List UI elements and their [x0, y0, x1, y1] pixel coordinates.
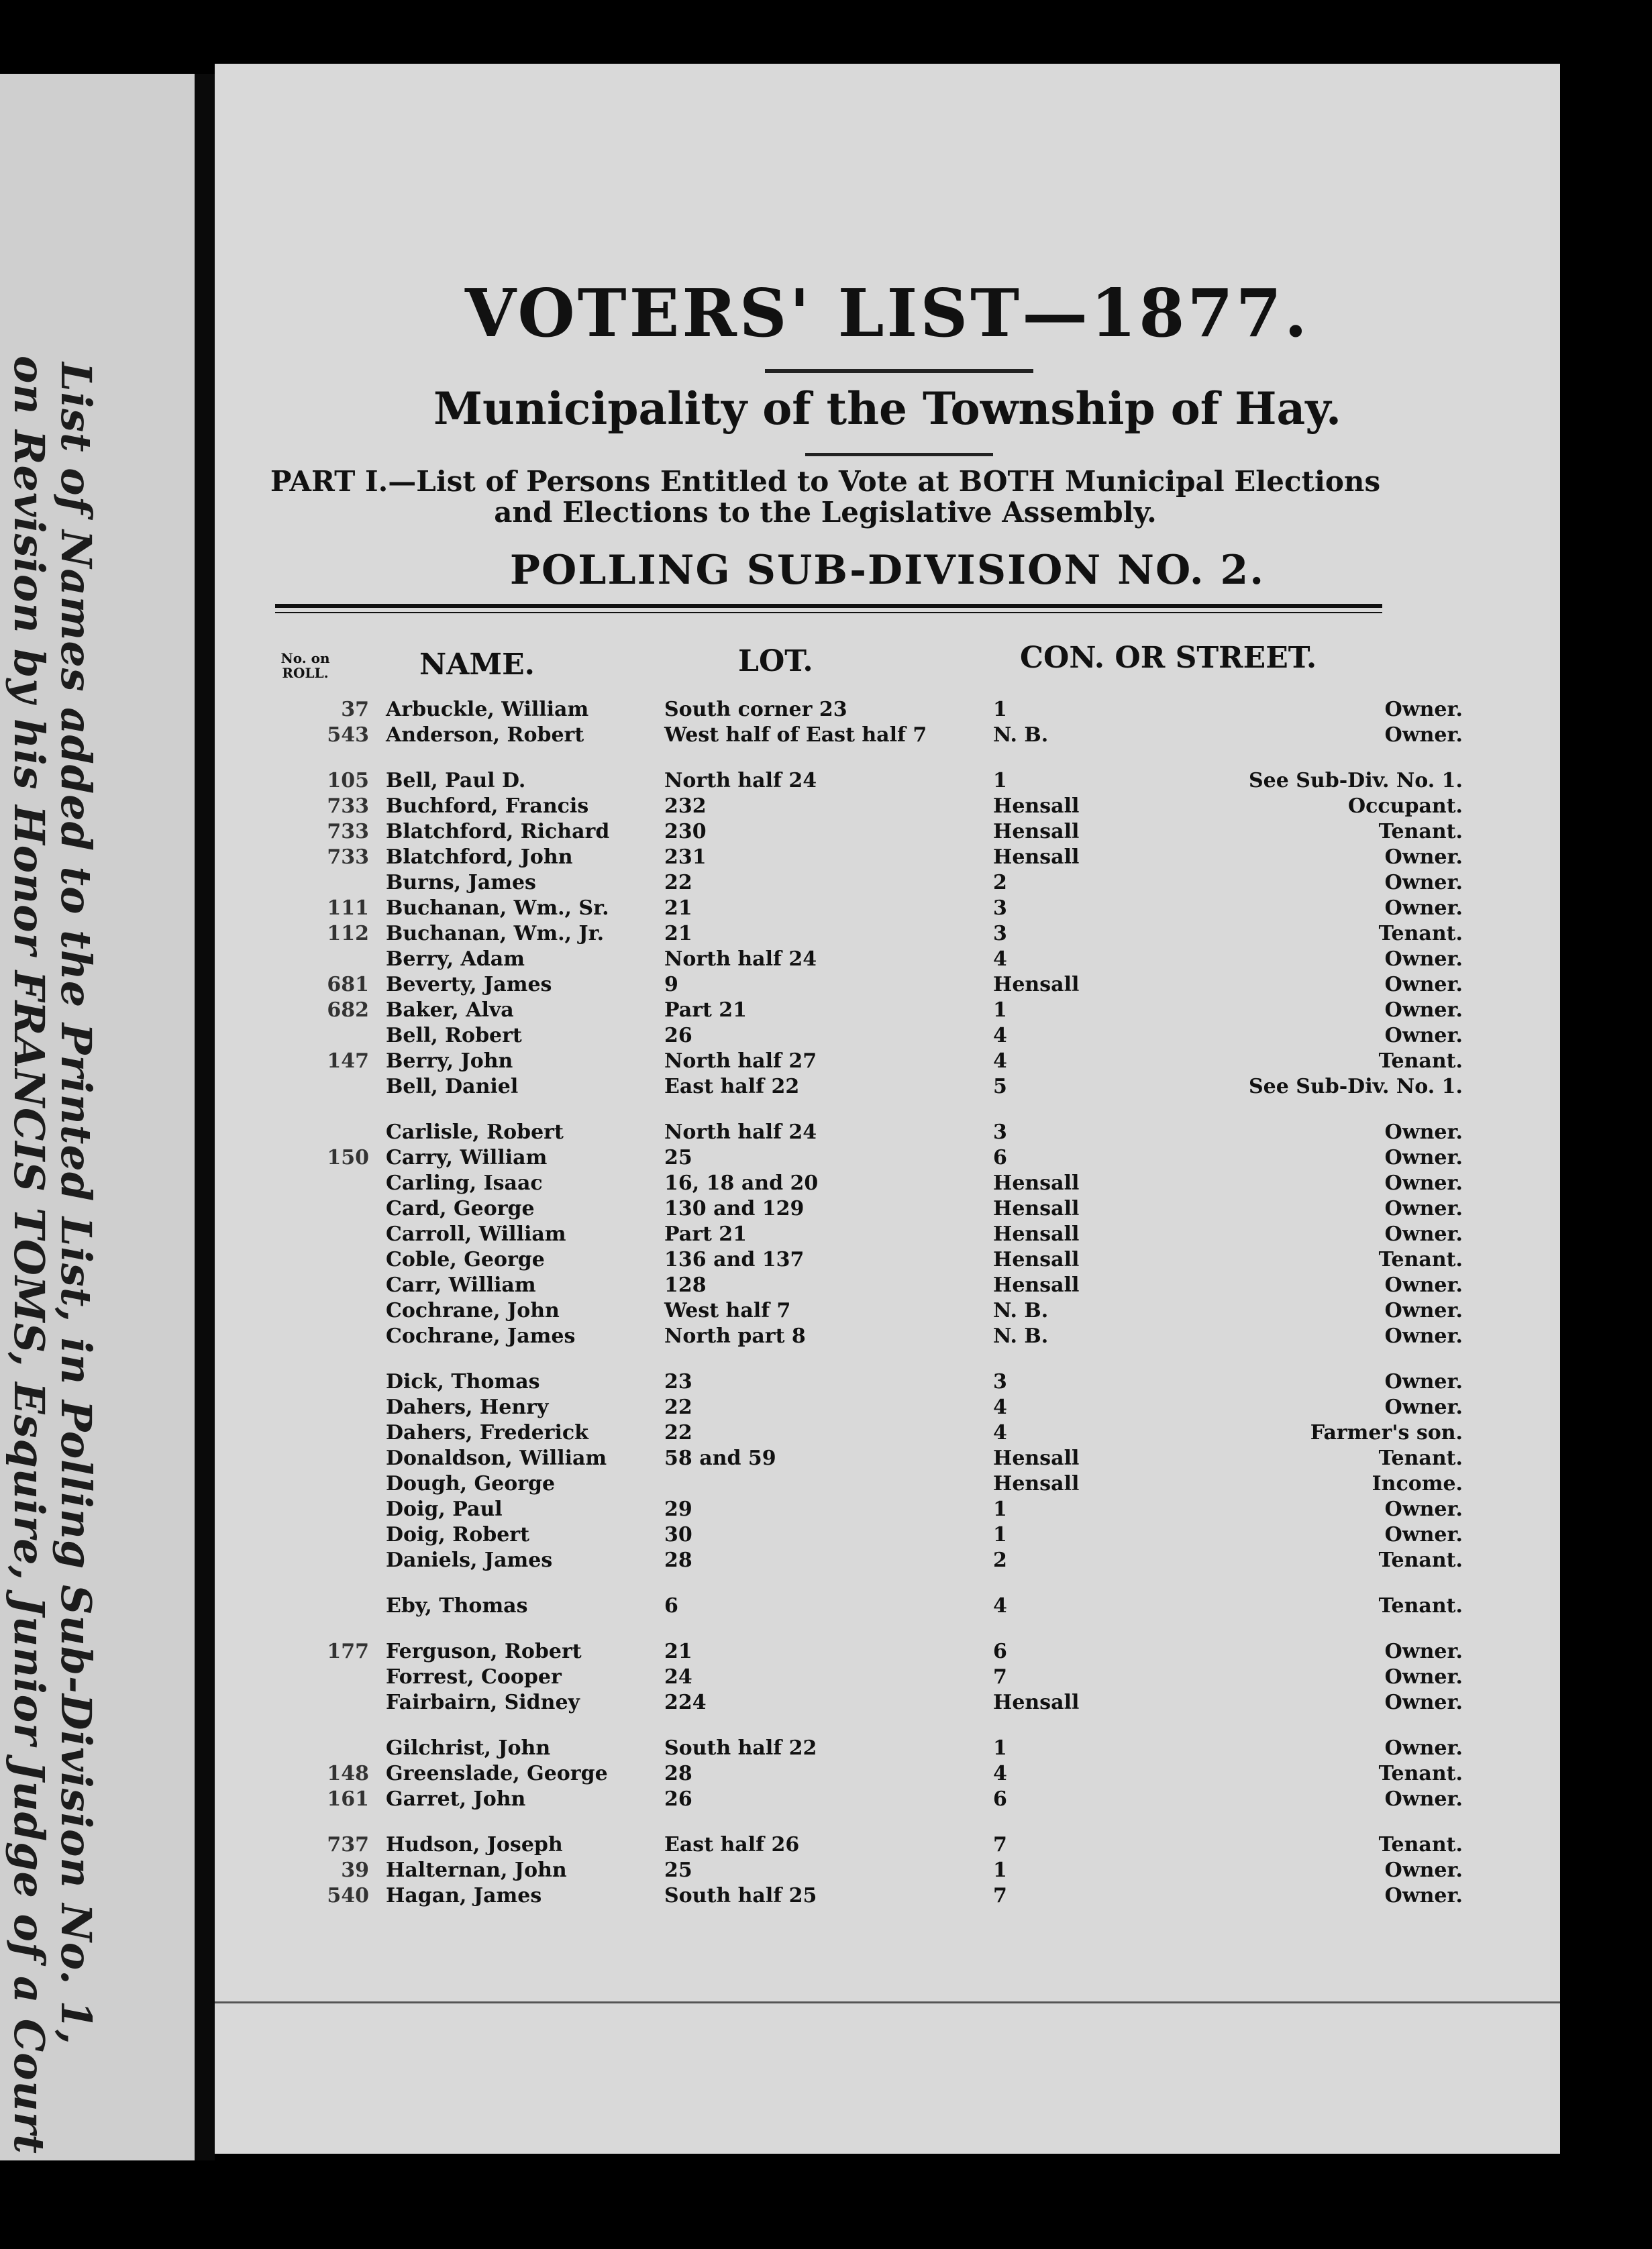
roll-number: 147 — [327, 1049, 369, 1073]
concession-value: Hensall — [993, 1273, 1080, 1297]
lot-value: 30 — [664, 1523, 692, 1547]
status-value: Tenant. — [1378, 1594, 1463, 1618]
status-value: Tenant. — [1378, 1549, 1463, 1572]
table-row — [268, 723, 1476, 749]
lot-value: Part 21 — [664, 1222, 747, 1246]
table-row — [268, 1248, 1476, 1273]
voter-name: Buchanan, Wm., Sr. — [386, 896, 609, 920]
voter-name: Doig, Paul — [386, 1498, 503, 1521]
status-value: Owner. — [1384, 871, 1463, 894]
roll-number: 150 — [327, 1146, 369, 1169]
lot-value: 23 — [664, 1370, 692, 1394]
status-value: Owner. — [1384, 1640, 1463, 1663]
voter-name: Blatchford, John — [386, 845, 573, 869]
status-value: Tenant. — [1378, 820, 1463, 843]
column-header-no: No. on ROLL. — [280, 650, 330, 681]
concession-value: 6 — [993, 1640, 1007, 1663]
table-row — [268, 1833, 1476, 1859]
lot-value: 22 — [664, 871, 692, 894]
status-value: Tenant. — [1378, 922, 1463, 945]
status-value: Owner. — [1384, 1024, 1463, 1047]
table-row — [268, 820, 1476, 845]
lot-value: 231 — [664, 845, 707, 869]
bottom-rule — [215, 2001, 1560, 2003]
concession-value: Hensall — [993, 1171, 1080, 1195]
voter-name: Eby, Thomas — [386, 1594, 528, 1618]
roll-number: 39 — [341, 1859, 369, 1882]
roll-number: 112 — [327, 922, 369, 945]
table-row — [268, 1884, 1476, 1910]
table-row — [268, 1640, 1476, 1665]
status-value: Owner. — [1384, 1665, 1463, 1689]
roll-number: 737 — [327, 1833, 369, 1856]
status-value: Owner. — [1384, 1273, 1463, 1297]
voter-name: Donaldson, William — [386, 1447, 607, 1470]
concession-value: 4 — [993, 1049, 1007, 1073]
lot-value: 58 and 59 — [664, 1447, 776, 1470]
voter-name: Halternan, John — [386, 1859, 567, 1882]
column-header-con: CON. OR STREET. — [1020, 641, 1317, 675]
voter-name: Anderson, Robert — [386, 723, 584, 747]
concession-value: 3 — [993, 1120, 1007, 1144]
status-value: Owner. — [1384, 1120, 1463, 1144]
status-value: Owner. — [1384, 1498, 1463, 1521]
concession-value: Hensall — [993, 1248, 1080, 1271]
lot-value: 224 — [664, 1691, 707, 1714]
lot-value: 6 — [664, 1594, 678, 1618]
voter-name: Blatchford, Richard — [386, 820, 610, 843]
table-row — [268, 1859, 1476, 1884]
concession-value: 2 — [993, 1549, 1007, 1572]
roll-number: 733 — [327, 845, 369, 869]
status-value: Owner. — [1384, 723, 1463, 747]
roll-number: 105 — [327, 769, 369, 792]
voter-name: Bell, Daniel — [386, 1075, 519, 1098]
concession-value: 4 — [993, 947, 1007, 971]
table-row — [268, 1447, 1476, 1472]
lot-value: 22 — [664, 1396, 692, 1419]
table-row — [268, 698, 1476, 723]
table-row — [268, 1299, 1476, 1324]
roll-number: 148 — [327, 1762, 369, 1785]
voter-name: Bell, Robert — [386, 1024, 522, 1047]
table-row — [268, 845, 1476, 871]
lot-value: 21 — [664, 922, 692, 945]
concession-value: 1 — [993, 769, 1007, 792]
status-value: Tenant. — [1378, 1447, 1463, 1470]
left-page-fragment — [0, 74, 195, 2160]
lot-value: 28 — [664, 1762, 692, 1785]
table-row — [268, 922, 1476, 947]
concession-value: 3 — [993, 922, 1007, 945]
voter-name: Gilchrist, John — [386, 1736, 551, 1760]
status-value: Owner. — [1384, 1370, 1463, 1394]
table-row — [268, 973, 1476, 998]
voter-name: Buchford, Francis — [386, 794, 589, 818]
status-value: Owner. — [1384, 1197, 1463, 1220]
voter-name: Arbuckle, William — [386, 698, 589, 721]
left-page-line-1: List of Names added to the Printed List, in Polling Sub-Division No. 1, — [52, 362, 101, 2045]
concession-value: 1 — [993, 698, 1007, 721]
concession-value: 6 — [993, 1787, 1007, 1811]
status-value: Owner. — [1384, 1523, 1463, 1547]
column-header-name: NAME. — [419, 647, 535, 682]
table-row — [268, 1787, 1476, 1813]
voter-name: Berry, John — [386, 1049, 513, 1073]
table-row — [268, 1498, 1476, 1523]
municipality-heading: Municipality of the Township of Hay. — [433, 382, 1342, 435]
document-page — [215, 64, 1560, 2154]
lot-value: North half 24 — [664, 769, 817, 792]
status-value: Owner. — [1384, 1884, 1463, 1907]
table-row — [268, 1370, 1476, 1396]
roll-number: 111 — [327, 896, 369, 920]
title-rule — [765, 369, 1033, 373]
roll-number: 681 — [327, 973, 369, 996]
voter-name: Dahers, Frederick — [386, 1421, 588, 1445]
roll-number: 682 — [327, 998, 369, 1022]
voter-name: Greenslade, George — [386, 1762, 608, 1785]
status-value: Owner. — [1384, 1171, 1463, 1195]
table-row — [268, 947, 1476, 973]
lot-value: Part 21 — [664, 998, 747, 1022]
table-row — [268, 1472, 1476, 1498]
status-value: Owner. — [1384, 1146, 1463, 1169]
status-value: Tenant. — [1378, 1248, 1463, 1271]
concession-value: Hensall — [993, 1197, 1080, 1220]
roll-number: 733 — [327, 820, 369, 843]
lot-value: South corner 23 — [664, 698, 847, 721]
status-value: Owner. — [1384, 998, 1463, 1022]
lot-value: 130 and 129 — [664, 1197, 805, 1220]
status-value: See Sub-Div. No. 1. — [1248, 769, 1463, 792]
lot-value: 26 — [664, 1787, 692, 1811]
status-value: Tenant. — [1378, 1833, 1463, 1856]
voter-name: Berry, Adam — [386, 947, 525, 971]
status-value: Tenant. — [1378, 1049, 1463, 1073]
polling-subdivision-heading: POLLING SUB-DIVISION NO. 2. — [509, 547, 1266, 594]
concession-value: Hensall — [993, 1472, 1080, 1496]
lot-value: 232 — [664, 794, 707, 818]
status-value: Owner. — [1384, 1691, 1463, 1714]
voter-name: Hudson, Joseph — [386, 1833, 563, 1856]
voter-name: Forrest, Cooper — [386, 1665, 562, 1689]
lot-value: South half 25 — [664, 1884, 817, 1907]
lot-value: North part 8 — [664, 1324, 806, 1348]
concession-value: 4 — [993, 1762, 1007, 1785]
status-value: Owner. — [1384, 1396, 1463, 1419]
concession-value: Hensall — [993, 1447, 1080, 1470]
table-row — [268, 998, 1476, 1024]
status-value: Owner. — [1384, 1736, 1463, 1760]
status-value: Owner. — [1384, 896, 1463, 920]
voter-name: Dahers, Henry — [386, 1396, 549, 1419]
concession-value: 1 — [993, 1859, 1007, 1882]
concession-value: 5 — [993, 1075, 1007, 1098]
concession-value: N. B. — [993, 1299, 1049, 1322]
concession-value: Hensall — [993, 1691, 1080, 1714]
table-row — [268, 1146, 1476, 1171]
voter-name: Dough, George — [386, 1472, 556, 1496]
concession-value: 1 — [993, 1498, 1007, 1521]
voter-name: Carling, Isaac — [386, 1171, 543, 1195]
lot-value: 230 — [664, 820, 707, 843]
header-double-rule — [275, 604, 1382, 613]
status-value: Owner. — [1384, 947, 1463, 971]
concession-value: Hensall — [993, 973, 1080, 996]
concession-value: Hensall — [993, 845, 1080, 869]
roll-number: 161 — [327, 1787, 369, 1811]
voter-name: Carlisle, Robert — [386, 1120, 564, 1144]
concession-value: 2 — [993, 871, 1007, 894]
concession-value: 4 — [993, 1396, 1007, 1419]
status-value: Owner. — [1384, 1324, 1463, 1348]
status-value: Occupant. — [1347, 794, 1463, 818]
voter-name: Cochrane, John — [386, 1299, 560, 1322]
status-value: Owner. — [1384, 1859, 1463, 1882]
voter-name: Card, George — [386, 1197, 535, 1220]
table-row — [268, 1120, 1476, 1146]
voter-name: Carry, William — [386, 1146, 548, 1169]
lot-value: West half of East half 7 — [664, 723, 927, 747]
lot-value: 21 — [664, 1640, 692, 1663]
roll-number: 540 — [327, 1884, 369, 1907]
voter-name: Dick, Thomas — [386, 1370, 540, 1394]
roll-number: 543 — [327, 723, 369, 747]
concession-value: 3 — [993, 1370, 1007, 1394]
lot-value: 25 — [664, 1859, 692, 1882]
lot-value: 128 — [664, 1273, 707, 1297]
status-value: Owner. — [1384, 973, 1463, 996]
concession-value: 1 — [993, 1736, 1007, 1760]
concession-value: 3 — [993, 896, 1007, 920]
concession-value: Hensall — [993, 820, 1080, 843]
table-row — [268, 1523, 1476, 1549]
voter-name: Ferguson, Robert — [386, 1640, 582, 1663]
table-row — [268, 1665, 1476, 1691]
table-row — [268, 1736, 1476, 1762]
table-row — [268, 896, 1476, 922]
voter-name: Carroll, William — [386, 1222, 566, 1246]
table-row — [268, 794, 1476, 820]
voter-name: Coble, George — [386, 1248, 545, 1271]
concession-value: 4 — [993, 1421, 1007, 1445]
concession-value: N. B. — [993, 1324, 1049, 1348]
concession-value: 7 — [993, 1833, 1007, 1856]
table-row — [268, 871, 1476, 896]
lot-value: East half 22 — [664, 1075, 800, 1098]
lot-value: 21 — [664, 896, 692, 920]
table-row — [268, 1075, 1476, 1100]
table-row — [268, 1324, 1476, 1350]
concession-value: Hensall — [993, 794, 1080, 818]
lot-value: 26 — [664, 1024, 692, 1047]
book-gutter — [195, 74, 215, 2160]
concession-value: 1 — [993, 998, 1007, 1022]
lot-value: South half 22 — [664, 1736, 817, 1760]
voter-name: Burns, James — [386, 871, 536, 894]
part-heading: PART I.—List of Persons Entitled to Vote at BOTH Municipal Elections and Elections to the Legislative Assembly. — [270, 465, 1381, 529]
concession-value: 4 — [993, 1024, 1007, 1047]
lot-value: West half 7 — [664, 1299, 791, 1322]
status-value: Tenant. — [1378, 1762, 1463, 1785]
concession-value: Hensall — [993, 1222, 1080, 1246]
table-row — [268, 769, 1476, 794]
lot-value: 25 — [664, 1146, 692, 1169]
status-value: Income. — [1372, 1472, 1463, 1496]
status-value: Owner. — [1384, 698, 1463, 721]
page-title: VOTERS' LIST—1877. — [465, 275, 1310, 352]
lot-value: 22 — [664, 1421, 692, 1445]
voter-name: Bell, Paul D. — [386, 769, 526, 792]
table-row — [268, 1171, 1476, 1197]
status-value: Farmer's son. — [1310, 1421, 1463, 1445]
concession-value: 4 — [993, 1594, 1007, 1618]
table-row — [268, 1691, 1476, 1716]
table-row — [268, 1396, 1476, 1421]
voter-name: Garret, John — [386, 1787, 526, 1811]
roll-number: 37 — [341, 698, 369, 721]
lot-value: 9 — [664, 973, 678, 996]
table-row — [268, 1197, 1476, 1222]
lot-value: 24 — [664, 1665, 692, 1689]
lot-value: 136 and 137 — [664, 1248, 805, 1271]
lot-value: North half 27 — [664, 1049, 817, 1073]
roll-number: 177 — [327, 1640, 369, 1663]
table-row — [268, 1049, 1476, 1075]
voter-name: Carr, William — [386, 1273, 536, 1297]
table-row — [268, 1421, 1476, 1447]
concession-value: 1 — [993, 1523, 1007, 1547]
concession-value: 7 — [993, 1884, 1007, 1907]
column-headers — [268, 637, 1443, 691]
voter-name: Buchanan, Wm., Jr. — [386, 922, 605, 945]
table-row — [268, 1549, 1476, 1574]
status-value: Owner. — [1384, 845, 1463, 869]
voter-name: Beverty, James — [386, 973, 552, 996]
concession-value: 6 — [993, 1146, 1007, 1169]
status-value: Owner. — [1384, 1299, 1463, 1322]
lot-value: 29 — [664, 1498, 692, 1521]
concession-value: N. B. — [993, 723, 1049, 747]
table-row — [268, 1222, 1476, 1248]
voter-name: Hagan, James — [386, 1884, 542, 1907]
lot-value: North half 24 — [664, 947, 817, 971]
left-page-line-2: on Revision by his Honor FRANCIS TOMS, Esquire, Junior Judge of a Court — [5, 356, 54, 2154]
roll-number: 733 — [327, 794, 369, 818]
table-row — [268, 1762, 1476, 1787]
voter-name: Fairbairn, Sidney — [386, 1691, 580, 1714]
table-row — [268, 1024, 1476, 1049]
voter-name: Daniels, James — [386, 1549, 553, 1572]
status-value: Owner. — [1384, 1222, 1463, 1246]
lot-value: East half 26 — [664, 1833, 800, 1856]
voter-name: Cochrane, James — [386, 1324, 576, 1348]
status-value: See Sub-Div. No. 1. — [1248, 1075, 1463, 1098]
voter-name: Baker, Alva — [386, 998, 514, 1022]
concession-value: 7 — [993, 1665, 1007, 1689]
lot-value: 16, 18 and 20 — [664, 1171, 819, 1195]
column-header-lot: LOT. — [738, 644, 813, 678]
lot-value: 28 — [664, 1549, 692, 1572]
voter-name: Doig, Robert — [386, 1523, 529, 1547]
table-row — [268, 1273, 1476, 1299]
table-row — [268, 1594, 1476, 1620]
lot-value: North half 24 — [664, 1120, 817, 1144]
status-value: Owner. — [1384, 1787, 1463, 1811]
municipality-rule — [805, 453, 993, 456]
